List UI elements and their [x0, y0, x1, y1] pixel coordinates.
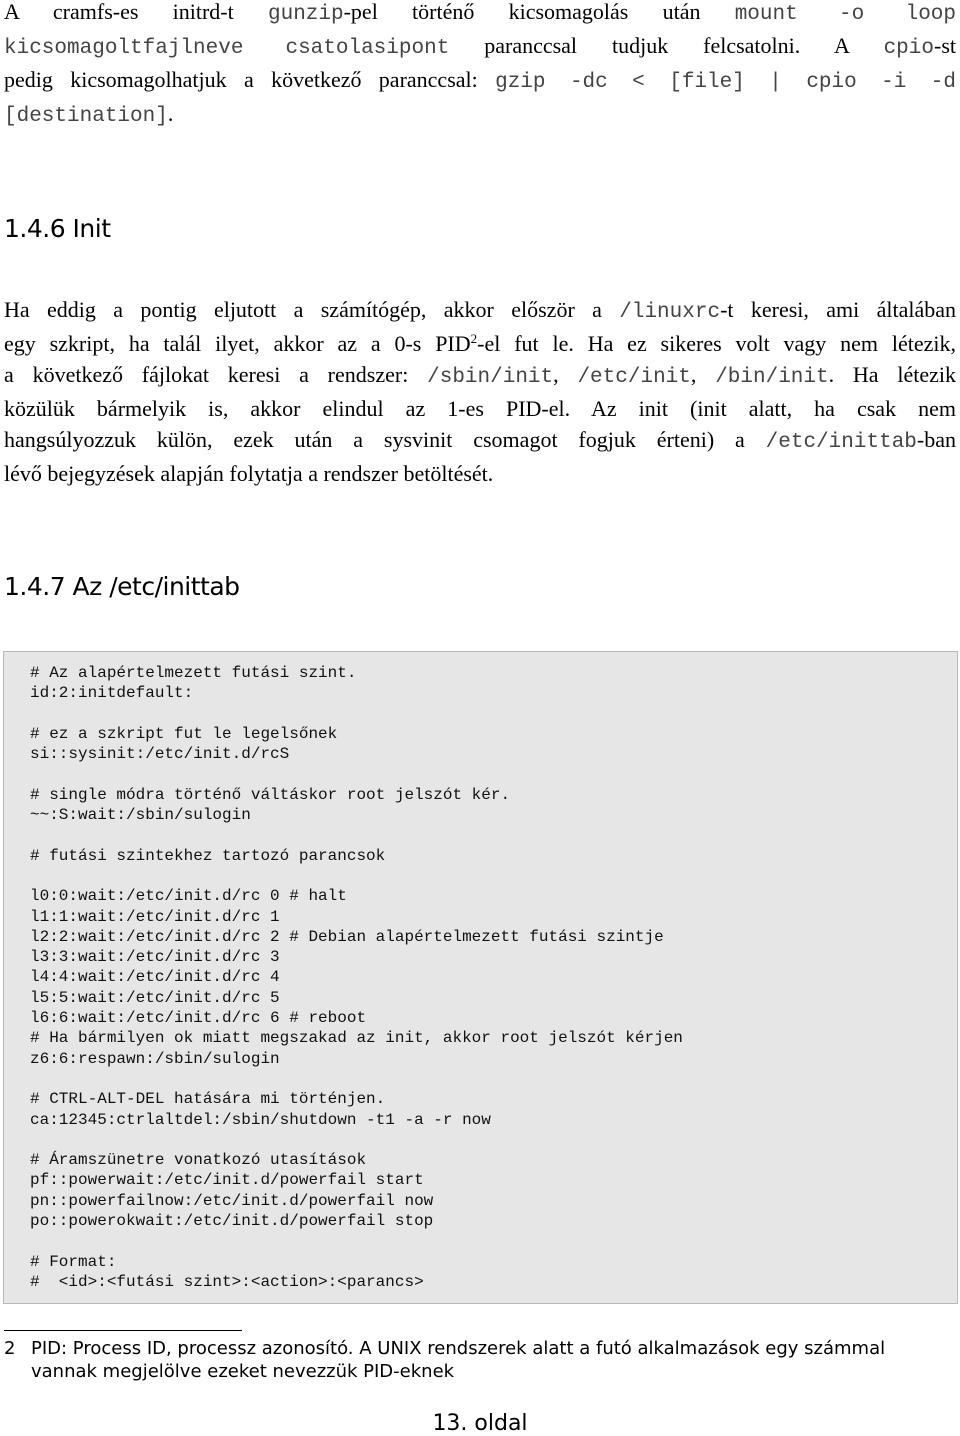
code-line: l6:6:wait:/etc/init.d/rc 6 # reboot — [30, 1009, 367, 1028]
footnote-reference: 2 — [470, 331, 478, 346]
code-cpio: cpio — [883, 37, 934, 60]
text-span: közülük bármelyik is, akkor elindul az 1-es PID-el. Az init (init alatt, ha csak nem — [4, 396, 956, 421]
code-gzip-command: gzip -dc < [file] | cpio -i -d — [495, 71, 957, 94]
init-line-3 — [4, 359, 956, 393]
section-heading-inittab: 1.4.7 Az /etc/inittab — [4, 572, 240, 601]
code-etc-init: /etc/init — [577, 366, 691, 389]
text-span: pedig kicsomagolhatjuk a következő paranccsal: — [4, 67, 496, 92]
intro-line-2 — [4, 30, 956, 64]
code-destination: [destination] — [4, 105, 168, 128]
code-line: l2:2:wait:/etc/init.d/rc 2 # Debian alapértelmezett futási szintje — [30, 927, 664, 946]
code-comment-line: # Ha bármilyen ok miatt megszakad az init, akkor root jelszót kérjen — [30, 1029, 683, 1048]
code-line: z6:6:respawn:/sbin/sulogin — [30, 1049, 280, 1068]
text-span: , — [553, 362, 578, 387]
text-span: A cramfs-es initrd-t — [4, 0, 268, 24]
code-gunzip: gunzip — [267, 3, 344, 26]
code-comment-line: # futási szintekhez tartozó parancsok — [30, 846, 386, 865]
page-number: 13. oldal — [432, 1411, 528, 1436]
code-comment-line: # <id>:<futási szint>:<action>:<parancs> — [30, 1272, 424, 1291]
code-line: l3:3:wait:/etc/init.d/rc 3 — [30, 948, 280, 967]
init-line-5 — [4, 424, 956, 458]
code-comment-line: # Áramszünetre vonatkozó utasítások — [30, 1151, 367, 1170]
code-line: l1:1:wait:/etc/init.d/rc 1 — [30, 907, 280, 926]
init-line-4 — [4, 393, 956, 424]
code-listing — [30, 663, 957, 1292]
footnote-divider — [4, 1330, 242, 1331]
intro-paragraph — [4, 0, 956, 132]
section-heading-init: 1.4.6 Init — [4, 214, 111, 243]
code-etc-inittab: /etc/inittab — [765, 431, 917, 454]
code-line: pn::powerfailnow:/etc/init.d/powerfail now — [30, 1191, 434, 1210]
code-linuxrc: /linuxrc — [619, 301, 721, 324]
text-span: . — [167, 101, 174, 126]
code-mount: mount -o loop — [734, 3, 956, 26]
code-mount-args: kicsomagoltfajlneve csatolasipont — [4, 37, 450, 60]
intro-line-3 — [4, 64, 956, 98]
footnote-text: PID: Process ID, processz azonosító. A UNIX rendszerek alatt a futó alkalmazások egy számmal vannak megjelölve ezeket nevezzük PID-eknek — [31, 1338, 886, 1382]
text-span: -el fut le. Ha ez sikeres volt vagy nem létezik, — [477, 331, 956, 356]
code-line: pf::powerwait:/etc/init.d/powerfail start — [30, 1171, 424, 1190]
text-span: Ha eddig a pontig eljutott a számítógép, akkor először a — [4, 297, 620, 322]
init-line-1 — [4, 294, 956, 328]
code-line: l0:0:wait:/etc/init.d/rc 0 # halt — [30, 887, 347, 906]
footnote-number: 2 — [4, 1338, 16, 1359]
footnote — [4, 1337, 944, 1383]
code-line: ca:12345:ctrlaltdel:/sbin/shutdown -t1 -a -r now — [30, 1110, 491, 1129]
text-span: -pel történő kicsomagolás után — [343, 0, 735, 24]
code-line: id:2:initdefault: — [30, 684, 194, 703]
text-span: a következő fájlokat keresi a rendszer: — [4, 362, 428, 387]
text-span: lévő bejegyzések alapján folytatja a rendszer betöltését. — [4, 461, 494, 486]
init-paragraph — [4, 294, 956, 489]
intro-line-4 — [4, 98, 956, 132]
code-comment-line: # single módra történő váltáskor root jelszót kér. — [30, 785, 511, 804]
text-span: -st — [934, 33, 956, 58]
text-span: paranccsal tudjuk felcsatolni. A — [449, 33, 884, 58]
init-line-2 — [4, 328, 956, 359]
init-line-6 — [4, 458, 956, 489]
code-sbin-init: /sbin/init — [427, 366, 554, 389]
text-span: , — [690, 362, 716, 387]
intro-line-1 — [4, 0, 956, 30]
inittab-code-block — [3, 651, 958, 1304]
code-comment-line: # ez a szkript fut le legelsőnek — [30, 724, 338, 743]
text-span: egy szkript, ha talál ilyet, akkor az a 0-s PID — [4, 331, 471, 356]
code-line: l5:5:wait:/etc/init.d/rc 5 — [30, 988, 280, 1007]
code-comment-line: # Az alapértelmezett futási szint. — [30, 664, 357, 682]
code-line: po::powerokwait:/etc/init.d/powerfail stop — [30, 1212, 434, 1231]
code-line: ~~:S:wait:/sbin/sulogin — [30, 806, 251, 825]
text-span: -t keresi, ami általában — [720, 297, 956, 322]
code-line: l4:4:wait:/etc/init.d/rc 4 — [30, 968, 280, 987]
code-line: si::sysinit:/etc/init.d/rcS — [30, 745, 290, 764]
text-span: hangsúlyozzuk külön, ezek után a sysvinit csomagot fogjuk érteni) a — [4, 427, 766, 452]
code-comment-line: # CTRL-ALT-DEL hatására mi történjen. — [30, 1090, 386, 1109]
code-comment-line: # Format: — [30, 1252, 117, 1271]
code-bin-init: /bin/init — [715, 366, 829, 389]
text-span: -ban — [916, 427, 956, 452]
text-span: . Ha létezik — [828, 362, 957, 387]
